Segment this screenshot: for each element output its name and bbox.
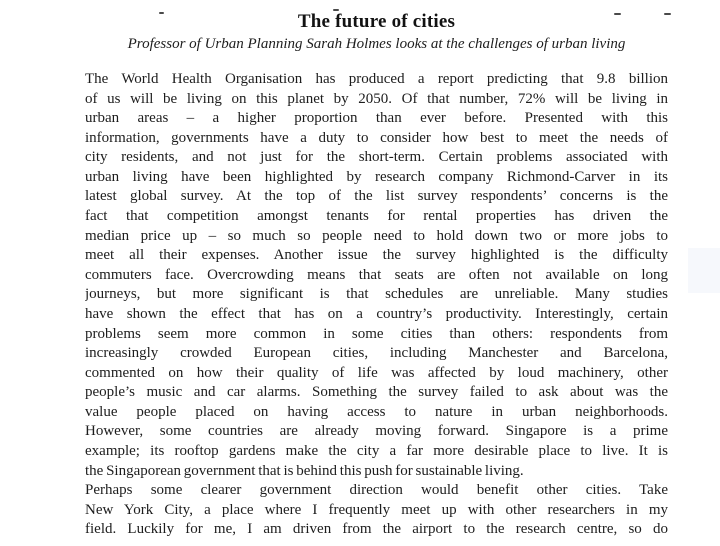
article-line: people’s music and car alarms. Something the survey failed to ask about was the	[85, 384, 668, 401]
faded-highlight-artifact	[688, 248, 720, 293]
article-line: value people placed on having access to nature in urban neighborhoods.	[85, 403, 668, 420]
article-line: field. Luckily for me, I am driven from the airport to the research centre, so do	[85, 521, 668, 538]
article-line: problems seem more common in some cities than others: respondents from	[85, 325, 668, 342]
article-line: information, governments have a duty to consider how best to meet the needs of	[85, 129, 668, 146]
article-line: commented on how their quality of life was affected by loud machinery, other	[85, 364, 668, 381]
article-line: example; its rooftop gardens make the city a far more desirable place to live. It is	[85, 442, 668, 459]
article-line: city residents, and not just for the short-term. Certain problems associated with	[85, 149, 668, 166]
article-line: New York City, a place where I frequently meet up with other researchers in my	[85, 501, 668, 518]
article-line: have shown the effect that has on a country’s productivity. Interestingly, certain	[85, 305, 668, 322]
article-line: urban living have been highlighted by research company Richmond-Carver in its	[85, 168, 668, 185]
article-line: The World Health Organisation has produced a report predicting that 9.8 billion	[85, 71, 668, 87]
article-line: median price up – so much so people need to hold down two or more jobs to	[85, 227, 668, 244]
article-line: of us will be living on this planet by 2050. Of that number, 72% will be living in	[85, 90, 668, 107]
article-line: increasingly crowded European cities, including Manchester and Barcelona,	[85, 345, 668, 362]
article-line: However, some countries are already moving forward. Singapore is a prime	[85, 423, 668, 440]
article-line: commuters face. Overcrowding means that seats are often not available on long	[85, 266, 668, 283]
article-line: Perhaps some clearer government direction would benefit other cities. Take	[85, 482, 668, 499]
article-line: urban areas – a higher proportion than ever before. Presented with this	[85, 110, 668, 127]
article-line: latest global survey. At the top of the list survey respondents’ concerns is the	[85, 188, 668, 205]
article-byline: Professor of Urban Planning Sarah Holmes looks at the challenges of urban living	[127, 36, 626, 52]
article-line: meet all their expenses. Another issue the survey highlighted is the difficulty	[85, 247, 668, 264]
article-title: The future of cities	[297, 11, 456, 32]
article-line: journeys, but more significant is that schedules are unreliable. Many studies	[85, 286, 668, 303]
article-line: the Singaporean government that is behind this push for sustainable living.	[85, 462, 524, 479]
article-body	[85, 70, 668, 540]
article-line: fact that competition amongst tenants for rental properties has driven the	[85, 208, 668, 225]
